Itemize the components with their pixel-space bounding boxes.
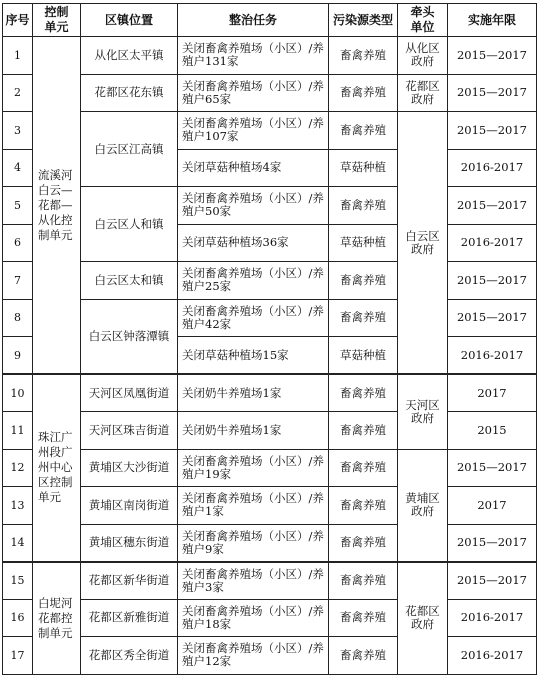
row-years: 2015—2017 — [448, 37, 537, 75]
table-row — [3, 524, 537, 562]
row-pollution: 畜禽养殖 — [329, 412, 398, 450]
row-seq: 10 — [3, 374, 33, 412]
row-location: 黄埔区大沙街道 — [81, 449, 178, 487]
row-location: 花都区秀全街道 — [81, 637, 178, 675]
row-task: 关闭畜禽养殖场（小区）/养殖户19家 — [178, 449, 329, 487]
table-row — [3, 187, 537, 225]
row-seq: 16 — [3, 599, 33, 637]
header-unit — [33, 4, 81, 37]
row-location: 花都区新雅街道 — [81, 599, 178, 637]
row-pollution: 草菇种植 — [329, 149, 398, 187]
table-row — [3, 599, 537, 637]
row-years: 2017 — [448, 374, 537, 412]
row-seq: 6 — [3, 224, 33, 262]
row-location: 花都区新华街道 — [81, 562, 178, 600]
row-location: 黄埔区穗东街道 — [81, 524, 178, 562]
header-pollution: 污染源类型 — [329, 4, 398, 37]
row-pollution: 畜禽养殖 — [329, 487, 398, 525]
header-years: 实施年限 — [448, 4, 537, 37]
table-row — [3, 374, 537, 412]
row-years: 2016-2017 — [448, 637, 537, 675]
table-row — [3, 487, 537, 525]
row-pollution: 畜禽养殖 — [329, 637, 398, 675]
table-row — [3, 37, 537, 75]
row-seq: 4 — [3, 149, 33, 187]
control-unit-text: 流溪河 白云— 花都— 从化控 制单元 — [38, 167, 73, 242]
remediation-table — [2, 3, 537, 675]
row-lead — [398, 112, 448, 375]
row-pollution: 畜禽养殖 — [329, 112, 398, 150]
row-seq: 17 — [3, 637, 33, 675]
table-row — [3, 112, 537, 150]
header-unit-text: 控制 单元 — [44, 5, 69, 34]
table-row — [3, 449, 537, 487]
row-task: 关闭草菇种植场15家 — [178, 337, 329, 375]
row-years: 2015—2017 — [448, 262, 537, 300]
row-years: 2016-2017 — [448, 599, 537, 637]
row-task: 关闭畜禽养殖场（小区）/养殖户42家 — [178, 299, 329, 337]
row-location: 天河区珠吉街道 — [81, 412, 178, 450]
row-years: 2015—2017 — [448, 74, 537, 112]
row-location: 白云区钟落潭镇 — [81, 299, 178, 374]
row-task: 关闭畜禽养殖场（小区）/养殖户131家 — [178, 37, 329, 75]
control-unit-liuxi — [33, 37, 81, 375]
row-lead — [398, 37, 448, 75]
header-task: 整治任务 — [178, 4, 329, 37]
table-row — [3, 74, 537, 112]
row-pollution: 畜禽养殖 — [329, 37, 398, 75]
row-seq: 1 — [3, 37, 33, 75]
row-lead-text: 白云区 政府 — [405, 228, 440, 256]
row-task: 关闭奶牛养殖场1家 — [178, 412, 329, 450]
row-seq: 14 — [3, 524, 33, 562]
row-pollution: 畜禽养殖 — [329, 449, 398, 487]
row-pollution: 畜禽养殖 — [329, 374, 398, 412]
row-task: 关闭畜禽养殖场（小区）/养殖户50家 — [178, 187, 329, 225]
row-years: 2015—2017 — [448, 112, 537, 150]
row-seq: 3 — [3, 112, 33, 150]
row-lead-text: 从化区 政府 — [405, 41, 440, 69]
header-lead — [398, 4, 448, 37]
row-years: 2016-2017 — [448, 149, 537, 187]
row-seq: 9 — [3, 337, 33, 375]
row-pollution: 草菇种植 — [329, 337, 398, 375]
row-location: 白云区太和镇 — [81, 262, 178, 300]
row-location: 白云区人和镇 — [81, 187, 178, 262]
row-lead — [398, 449, 448, 562]
row-seq: 15 — [3, 562, 33, 600]
table-row — [3, 412, 537, 450]
row-task: 关闭畜禽养殖场（小区）/养殖户65家 — [178, 74, 329, 112]
row-location: 花都区花东镇 — [81, 74, 178, 112]
row-task: 关闭畜禽养殖场（小区）/养殖户9家 — [178, 524, 329, 562]
table-row — [3, 299, 537, 337]
row-location: 天河区凤凰街道 — [81, 374, 178, 412]
row-task: 关闭草菇种植场36家 — [178, 224, 329, 262]
row-years: 2015 — [448, 412, 537, 450]
row-lead — [398, 74, 448, 112]
row-pollution: 畜禽养殖 — [329, 599, 398, 637]
row-task: 关闭奶牛养殖场1家 — [178, 374, 329, 412]
row-seq: 11 — [3, 412, 33, 450]
row-years: 2015—2017 — [448, 562, 537, 600]
row-task: 关闭畜禽养殖场（小区）/养殖户12家 — [178, 637, 329, 675]
row-pollution: 畜禽养殖 — [329, 262, 398, 300]
row-task: 关闭畜禽养殖场（小区）/养殖户107家 — [178, 112, 329, 150]
table-row — [3, 637, 537, 675]
table-row — [3, 262, 537, 300]
row-seq: 5 — [3, 187, 33, 225]
row-years: 2015—2017 — [448, 299, 537, 337]
control-unit-baini — [33, 562, 81, 675]
row-pollution: 畜禽养殖 — [329, 299, 398, 337]
row-location: 从化区太平镇 — [81, 37, 178, 75]
row-lead-text: 天河区 政府 — [405, 397, 440, 425]
row-lead-text: 花都区 政府 — [405, 78, 440, 106]
row-pollution: 畜禽养殖 — [329, 187, 398, 225]
row-location: 白云区江高镇 — [81, 112, 178, 187]
table-row — [3, 562, 537, 600]
row-pollution: 畜禽养殖 — [329, 524, 398, 562]
control-unit-text: 白坭河 花都控 制单元 — [38, 595, 73, 640]
header-seq: 序号 — [3, 4, 33, 37]
row-pollution: 畜禽养殖 — [329, 74, 398, 112]
row-pollution: 畜禽养殖 — [329, 562, 398, 600]
row-lead-text: 黄埔区 政府 — [405, 491, 440, 518]
row-lead — [398, 374, 448, 449]
row-seq: 2 — [3, 74, 33, 112]
row-years: 2015—2017 — [448, 449, 537, 487]
header-location: 区镇位置 — [81, 4, 178, 37]
row-location: 黄埔区南岗街道 — [81, 487, 178, 525]
row-task: 关闭畜禽养殖场（小区）/养殖户18家 — [178, 599, 329, 637]
row-years: 2015—2017 — [448, 524, 537, 562]
row-years: 2017 — [448, 487, 537, 525]
row-task: 关闭畜禽养殖场（小区）/养殖户1家 — [178, 487, 329, 525]
control-unit-text: 珠江广 州段广 州中心 区控制 单元 — [38, 430, 73, 505]
row-pollution: 草菇种植 — [329, 224, 398, 262]
row-lead — [398, 562, 448, 675]
row-years: 2016-2017 — [448, 224, 537, 262]
row-seq: 13 — [3, 487, 33, 525]
row-seq: 12 — [3, 449, 33, 487]
header-lead-text: 牵头 单位 — [410, 5, 435, 34]
row-years: 2015—2017 — [448, 187, 537, 225]
row-task: 关闭畜禽养殖场（小区）/养殖户25家 — [178, 262, 329, 300]
row-seq: 7 — [3, 262, 33, 300]
row-years: 2016-2017 — [448, 337, 537, 375]
control-unit-pearl — [33, 374, 81, 562]
row-lead-text: 花都区 政府 — [405, 604, 440, 631]
header-row — [3, 4, 537, 37]
row-task: 关闭畜禽养殖场（小区）/养殖户3家 — [178, 562, 329, 600]
row-seq: 8 — [3, 299, 33, 337]
row-task: 关闭草菇种植场4家 — [178, 149, 329, 187]
